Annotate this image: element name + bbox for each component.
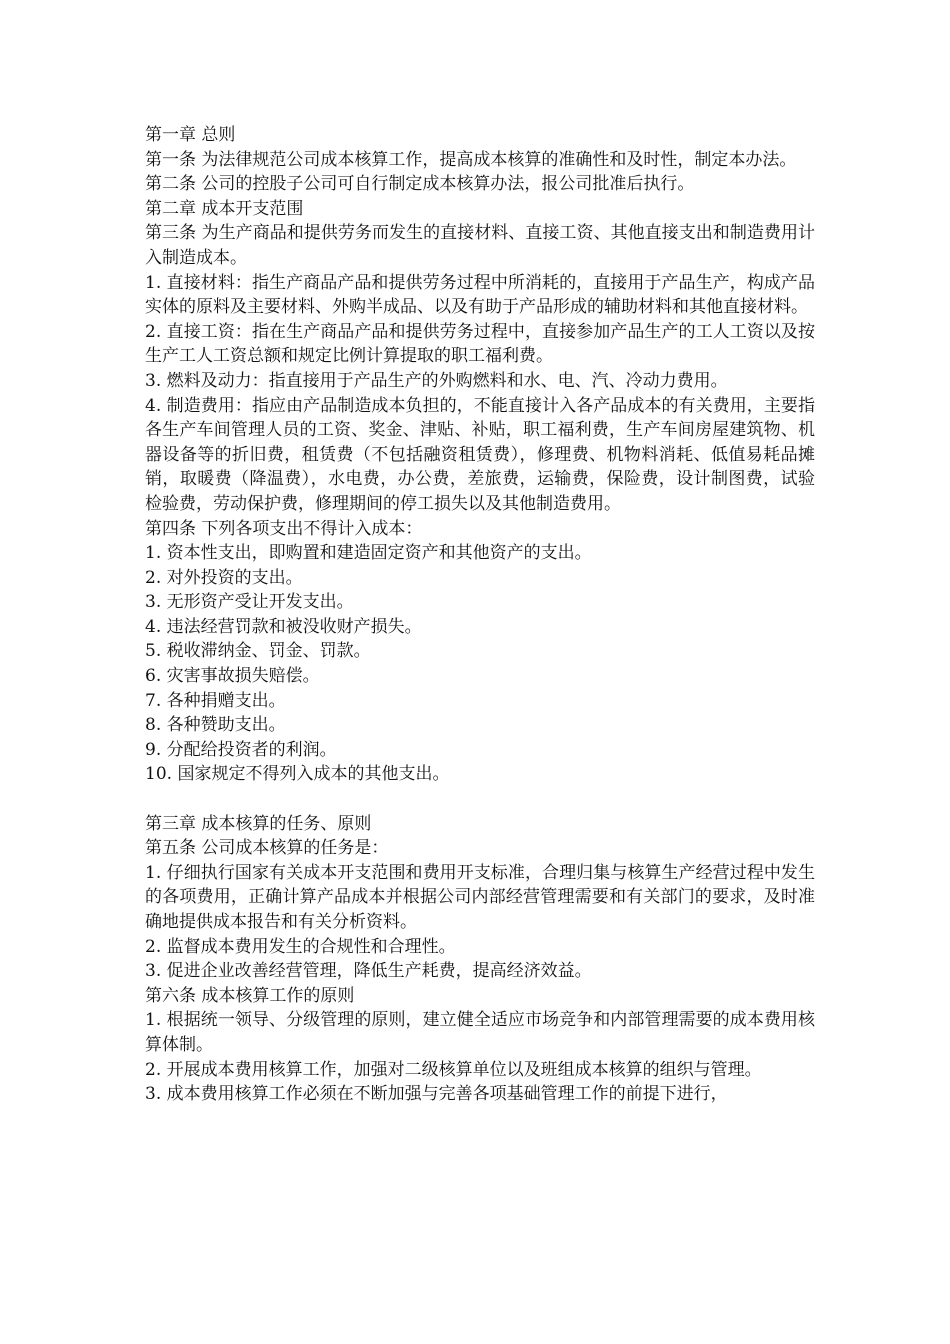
chapter-heading: 第三章 成本核算的任务、原则 (145, 813, 372, 834)
article-paragraph: 第五条 公司成本核算的任务是： (145, 838, 389, 859)
list-item: 3. 促进企业改善经营管理，降低生产耗费，提高经济效益。 (145, 961, 592, 982)
list-item: 2. 监督成本费用发生的合规性和合理性。 (145, 936, 456, 957)
list-item: 3. 成本费用核算工作必须在不断加强与完善各项基础管理工作的前提下进行， (145, 1084, 728, 1105)
list-item: 8. 各种赞助支出。 (145, 715, 286, 736)
article-paragraph: 第二条 公司的控股子公司可自行制定成本核算办法，报公司批准后执行。 (145, 174, 695, 195)
list-item: 1. 资本性支出，即购置和建造固定资产和其他资产的支出。 (145, 543, 592, 564)
article-paragraph: 第六条 成本核算工作的原则 (145, 985, 355, 1006)
list-item: 4. 违法经营罚款和被没收财产损失。 (145, 616, 422, 637)
list-item: 2. 开展成本费用核算工作，加强对二级核算单位以及班组成本核算的组织与管理。 (145, 1059, 762, 1080)
list-item: 5. 税收滞纳金、罚金、罚款。 (145, 641, 371, 662)
article-paragraph: 第三条 为生产商品和提供劳务而发生的直接材料、直接工资、其他直接支出和制造费用计入制造成本。 (145, 223, 815, 268)
chapter-heading: 第二章 成本开支范围 (145, 198, 304, 219)
list-item: 7. 各种捐赠支出。 (145, 690, 286, 711)
list-item: 1. 根据统一领导、分级管理的原则，建立健全适应市场竞争和内部管理需要的成本费用核算体制。 (145, 1010, 815, 1055)
list-item: 4. 制造费用：指应由产品制造成本负担的，不能直接计入各产品成本的有关费用，主要指各生产车间管理人员的工资、奖金、津贴、补贴，职工福利费，生产车间房屋建筑物、机器设备等的折旧费，租赁费（不包括融资租赁费），修理费、机物料消耗、低值易耗品摊销，取暖费（降温费），水电费，办公费，差旅费，运输费，保险费，设计制图费，试验检验费，劳动保护费，修理期间的停工损失以及其他制造费用。 (145, 395, 815, 514)
list-item: 2. 对外投资的支出。 (145, 567, 303, 588)
list-item: 3. 无形资产受让开发支出。 (145, 592, 354, 613)
list-item: 1. 仔细执行国家有关成本开支范围和费用开支标准，合理归集与核算生产经营过程中发生的各项费用，正确计算产品成本并根据公司内部经营管理需要和有关部门的要求，及时准确地提供成本报告和有关分析资料。 (145, 862, 815, 932)
article-paragraph: 第四条 下列各项支出不得计入成本： (145, 518, 423, 539)
list-item: 9. 分配给投资者的利润。 (145, 739, 337, 760)
list-item: 2. 直接工资：指在生产商品产品和提供劳务过程中，直接参加产品生产的工人工资以及按生产工人工资总额和规定比例计算提取的职工福利费。 (145, 321, 815, 367)
list-item: 6. 灾害事故损失赔偿。 (145, 666, 320, 687)
article-paragraph: 第一条 为法律规范公司成本核算工作，提高成本核算的准确性和及时性，制定本办法。 (145, 149, 797, 170)
section-gap (145, 787, 815, 812)
list-item: 3. 燃料及动力：指直接用于产品生产的外购燃料和水、电、汽、冷动力费用。 (145, 370, 728, 391)
document-body (145, 123, 815, 1107)
list-item: 10. 国家规定不得列入成本的其他支出。 (145, 764, 450, 785)
list-item: 1. 直接材料：指生产商品产品和提供劳务过程中所消耗的，直接用于产品生产，构成产品实体的原料及主要材料、外购半成品、以及有助于产品形成的辅助材料和其他直接材料。 (145, 272, 815, 318)
chapter-heading: 第一章 总则 (145, 125, 236, 145)
